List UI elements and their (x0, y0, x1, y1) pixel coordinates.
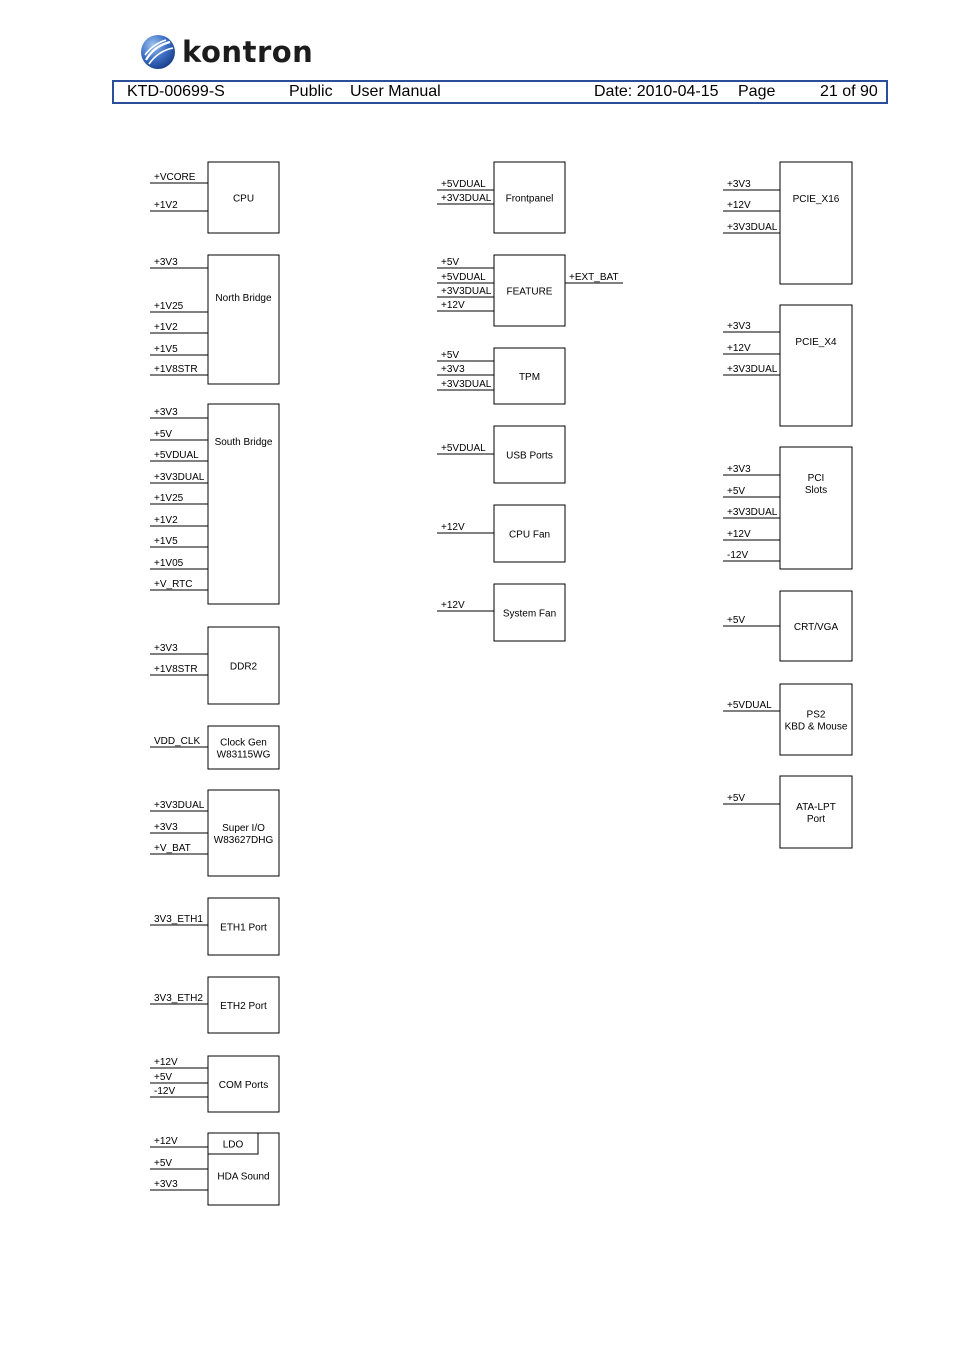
doc-id: KTD-00699-S (127, 83, 225, 100)
block-box (208, 404, 279, 604)
rail-label: +1V8STR (154, 664, 198, 675)
rail-label: +V_RTC (154, 579, 193, 590)
rail-label: +12V (727, 343, 751, 354)
rail-label: +5V (441, 257, 460, 268)
block-label: PCIE_X4 (795, 337, 837, 348)
rail-label: +12V (727, 529, 751, 540)
rail-label: -12V (727, 550, 749, 561)
block-box (780, 447, 852, 569)
block-box (780, 305, 852, 426)
rail-label: +12V (441, 300, 465, 311)
rail-label: +5V (154, 1072, 173, 1083)
block-label: Frontpanel (505, 193, 554, 205)
rail-label: 3V3_ETH2 (154, 993, 203, 1004)
rail-label: +3V3 (727, 179, 751, 190)
doc-classification: Public (289, 83, 333, 100)
rail-label: +3V3 (441, 364, 465, 375)
rail-label: -12V (154, 1086, 176, 1097)
block-box (208, 255, 279, 384)
rail-label: +1V25 (154, 301, 184, 312)
block (437, 255, 623, 326)
rail-label: +3V3 (154, 822, 178, 833)
block (723, 591, 852, 661)
block-box (780, 162, 852, 284)
rail-label: +5VDUAL (154, 450, 199, 461)
block (723, 162, 852, 284)
rail-label: +3V3 (154, 1179, 178, 1190)
rail-label: +3V3DUAL (441, 286, 492, 297)
rail-label: +3V3 (727, 321, 751, 332)
block-label: Port (806, 814, 826, 825)
rail-label: +1V2 (154, 200, 178, 211)
rail-label: +12V (441, 600, 465, 611)
block-label: CRT/VGA (793, 622, 839, 633)
block-label: ETH2 Port (220, 1001, 267, 1012)
rail-label: +5V (727, 486, 746, 497)
block-label: Clock Gen (220, 737, 267, 749)
block (723, 684, 852, 755)
block (150, 790, 279, 876)
block (150, 898, 279, 955)
block-label: ETH1 Port (220, 922, 267, 934)
rail-label: +5V (441, 350, 460, 361)
block-label: TPM (518, 372, 541, 383)
block (437, 426, 565, 483)
block-label: W83115WG (216, 749, 271, 761)
block-label: DDR2 (229, 661, 258, 673)
rail-label: +3V3DUAL (727, 222, 778, 233)
rail-label: +1V05 (154, 558, 184, 569)
block (150, 1133, 279, 1205)
block (723, 447, 852, 569)
block-label: COM Ports (218, 1080, 269, 1091)
block-label: ATA-LPT (796, 802, 836, 813)
rail-label: +1V2 (154, 322, 178, 333)
block (437, 162, 565, 233)
rail-label: +3V3DUAL (154, 472, 205, 483)
block-label: South Bridge (214, 437, 273, 448)
rail-label: +3V3DUAL (441, 193, 492, 204)
rail-label: 3V3_ETH1 (154, 914, 203, 925)
rail-label: +12V (441, 522, 465, 533)
block-label: Slots (804, 485, 828, 496)
rail-label: +1V25 (154, 493, 184, 504)
block-label: CPU (232, 193, 255, 205)
rail-label: +3V3DUAL (727, 507, 778, 518)
block-label: System Fan (502, 608, 557, 620)
rail-label: VDD_CLK (154, 736, 201, 747)
block (150, 1056, 279, 1112)
rail-label: +12V (154, 1136, 178, 1147)
rail-label: +3V3 (154, 643, 178, 654)
block-label: Super I/O (222, 823, 265, 834)
block (150, 404, 279, 604)
logo-wordmark: kontron (182, 35, 314, 69)
rail-label: +5V (727, 793, 746, 804)
output-rail-label: +EXT_BAT (569, 272, 619, 283)
block-label: FEATURE (506, 286, 553, 298)
block (150, 162, 279, 233)
block (150, 255, 279, 384)
block (437, 584, 565, 641)
rail-label: +5VDUAL (727, 700, 772, 711)
block-label: KBD & Mouse (784, 721, 848, 733)
rail-label: +5V (154, 1158, 173, 1169)
rail-label: +1V5 (154, 344, 178, 355)
rail-label: +5VDUAL (441, 179, 486, 190)
block (723, 776, 852, 848)
rail-label: +5V (154, 429, 173, 440)
block-label: PCI (807, 473, 825, 484)
block (723, 305, 852, 426)
rail-label: +3V3DUAL (441, 379, 492, 390)
rail-label: +5VDUAL (441, 272, 486, 283)
page-number: 21 of 90 (820, 83, 878, 100)
rail-label: +1V8STR (154, 364, 198, 375)
rail-label: +3V3 (154, 407, 178, 418)
block-label: PCIE_X16 (792, 194, 840, 205)
block-label: USB Ports (506, 450, 553, 462)
page-label: Page (738, 83, 776, 100)
block-label: HDA Sound (217, 1171, 270, 1183)
rail-label: +5VDUAL (441, 443, 486, 454)
ldo-label: LDO (222, 1139, 244, 1151)
doc-type: User Manual (350, 83, 441, 100)
block (150, 977, 279, 1033)
rail-label: +3V3 (727, 464, 751, 475)
block-label: CPU Fan (508, 529, 551, 541)
block (437, 505, 565, 562)
rail-label: +5V (727, 615, 746, 626)
rail-label: +V_BAT (154, 843, 191, 854)
rail-label: +12V (727, 200, 751, 211)
block (150, 726, 279, 769)
rail-label: +1V5 (154, 536, 178, 547)
doc-date: Date: 2010-04-15 (594, 83, 719, 100)
block (150, 627, 279, 704)
block-label: W83627DHG (213, 835, 274, 846)
block (437, 348, 565, 404)
rail-label: +1V2 (154, 515, 178, 526)
rail-label: +3V3 (154, 257, 178, 268)
rail-label: +12V (154, 1057, 178, 1068)
block-label: North Bridge (215, 293, 272, 304)
block-label: PS2 (806, 709, 826, 721)
rail-label: +3V3DUAL (154, 800, 205, 811)
rail-label: +3V3DUAL (727, 364, 778, 375)
rail-label: +VCORE (154, 172, 196, 183)
